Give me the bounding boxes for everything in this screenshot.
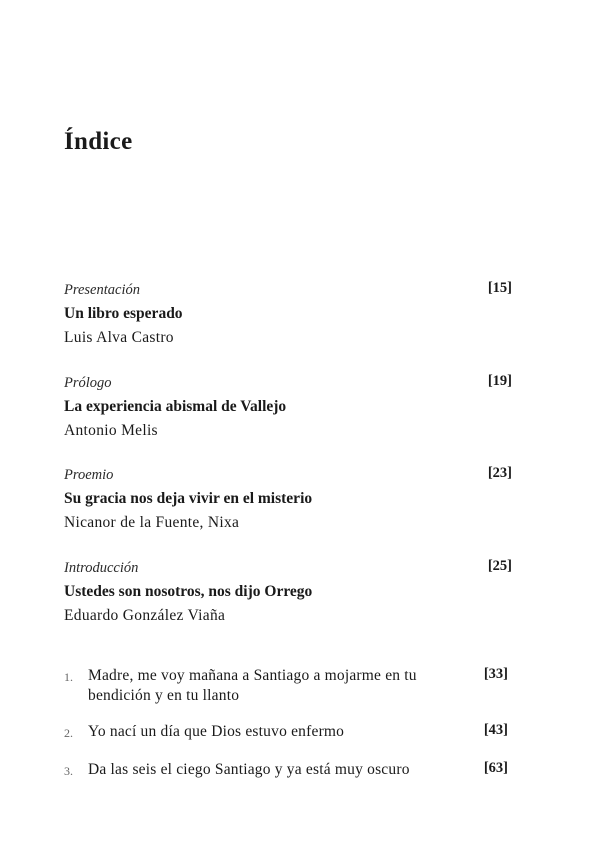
section-author: Antonio Melis	[64, 422, 158, 439]
toc-section-proemio[interactable]	[64, 464, 512, 535]
section-label: Prólogo	[64, 375, 112, 391]
section-title: Su gracia nos deja vivir en el misterio	[64, 490, 313, 507]
section-page-number: [25]	[487, 558, 512, 574]
chapter-page-number: [43]	[483, 722, 508, 738]
section-author: Eduardo González Viaña	[64, 607, 226, 624]
chapter-title: Madre, me voy mañana a Santiago a mojarme en tu bendición y en tu llanto	[88, 667, 417, 704]
toc-chapter-1[interactable]	[64, 666, 508, 706]
chapter-number: 2.	[64, 726, 73, 740]
section-title: La experiencia abismal de Vallejo	[64, 398, 287, 415]
section-page-number: [19]	[487, 373, 512, 389]
section-title: Un libro esperado	[64, 305, 183, 322]
section-page-number: [23]	[487, 465, 512, 481]
toc-chapter-2[interactable]	[64, 722, 508, 742]
chapter-title: Da las seis el ciego Santiago y ya está muy oscuro	[88, 761, 410, 778]
section-label: Introducción	[64, 560, 139, 576]
chapter-page-number: [33]	[483, 666, 508, 682]
page-title: Índice	[64, 128, 133, 155]
chapter-page-number: [63]	[483, 760, 508, 776]
section-author: Nicanor de la Fuente, Nixa	[64, 514, 240, 531]
section-label: Proemio	[64, 467, 114, 483]
section-page-number: [15]	[487, 280, 512, 296]
section-title: Ustedes son nosotros, nos dijo Orrego	[64, 583, 313, 600]
chapter-number: 1.	[64, 670, 73, 684]
toc-chapter-3[interactable]	[64, 760, 508, 780]
section-author: Luis Alva Castro	[64, 329, 174, 346]
chapter-number: 3.	[64, 764, 73, 778]
toc-section-presentacion[interactable]	[64, 279, 512, 350]
toc-section-introduccion[interactable]	[64, 557, 512, 628]
section-label: Presentación	[64, 282, 140, 298]
chapter-title: Yo nací un día que Dios estuvo enfermo	[88, 723, 345, 740]
toc-section-prologo[interactable]	[64, 372, 512, 443]
